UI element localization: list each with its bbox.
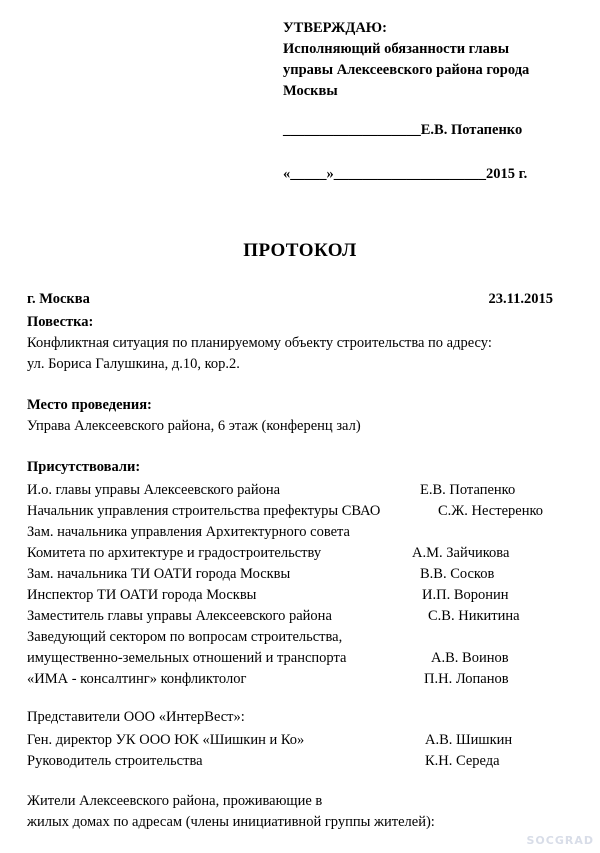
- attendee-role: И.о. главы управы Алексеевского района: [27, 482, 281, 498]
- venue-text: Управа Алексеевского района, 6 этаж (конференц зал): [27, 418, 361, 434]
- residents-line-1: Жители Алексеевского района, проживающие в: [27, 793, 323, 809]
- approval-line-1: Исполняющий обязанности главы: [283, 41, 510, 57]
- document-title: ПРОТОКОЛ: [243, 240, 357, 261]
- list-item: [27, 730, 567, 751]
- watermark: SOCGRAD: [526, 834, 594, 847]
- attendee-role: имущественно-земельных отношений и транспорта: [27, 650, 347, 666]
- city-date-row: [27, 291, 553, 308]
- list-item: [27, 669, 567, 690]
- agenda-label: Повестка:: [27, 314, 94, 330]
- residents-line-2: жилых домах по адресам (члены инициативной группы жителей):: [27, 814, 435, 830]
- attendee-role: Начальник управления строительства префектуры СВАО: [27, 503, 381, 519]
- list-item: [27, 564, 567, 585]
- document-date: 23.11.2015: [488, 291, 553, 307]
- approval-date: «_____»_____________________2015 г.: [283, 166, 528, 182]
- approval-line-2: управы Алексеевского района города: [283, 62, 530, 78]
- list-item: [27, 585, 567, 606]
- representative-name: К.Н. Середа: [425, 753, 500, 769]
- attendee-role: Зам. начальника ТИ ОАТИ города Москвы: [27, 566, 291, 582]
- representative-role: Ген. директор УК ООО ЮК «Шишкин и Ко»: [27, 732, 305, 748]
- approval-heading: УТВЕРЖДАЮ:: [283, 20, 387, 36]
- list-item: [27, 480, 567, 501]
- attendee-role: Заведующий сектором по вопросам строительства,: [27, 629, 343, 645]
- list-item: [27, 648, 567, 669]
- attendee-role: Заместитель главы управы Алексеевского района: [27, 608, 332, 624]
- attendee-name: П.Н. Лопанов: [424, 671, 509, 687]
- list-item: [27, 522, 567, 543]
- attendee-name: А.В. Воинов: [431, 650, 509, 666]
- representatives-label: Представители ООО «ИнтерВест»:: [27, 709, 245, 725]
- list-item: [27, 751, 567, 772]
- approval-signature: ___________________Е.В. Потапенко: [283, 122, 523, 138]
- approval-block: [283, 18, 529, 102]
- attendee-role: «ИМА - консалтинг» конфликтолог: [27, 671, 247, 687]
- attendees-list: [27, 480, 567, 690]
- attendee-role: Зам. начальника управления Архитектурного совета: [27, 524, 350, 540]
- agenda-line-2: ул. Бориса Галушкина, д.10, кор.2.: [27, 356, 240, 372]
- attendee-name: Е.В. Потапенко: [420, 482, 516, 498]
- representative-role: Руководитель строительства: [27, 753, 203, 769]
- list-item: [27, 606, 567, 627]
- representatives-list: [27, 730, 567, 772]
- list-item: [27, 501, 567, 522]
- attendee-role: Комитета по архитектуре и градостроительству: [27, 545, 322, 561]
- attendees-label: Присутствовали:: [27, 459, 141, 475]
- list-item: [27, 627, 567, 648]
- attendee-name: В.В. Сосков: [420, 566, 495, 582]
- attendee-name: А.М. Зайчикова: [412, 545, 510, 561]
- attendee-name: И.П. Воронин: [422, 587, 509, 603]
- approval-line-3: Москвы: [283, 83, 338, 99]
- attendee-name: С.В. Никитина: [428, 608, 520, 624]
- attendee-role: Инспектор ТИ ОАТИ города Москвы: [27, 587, 257, 603]
- venue-label: Место проведения:: [27, 397, 152, 413]
- list-item: [27, 543, 567, 564]
- representative-name: А.В. Шишкин: [425, 732, 513, 748]
- attendee-name: С.Ж. Нестеренко: [438, 503, 544, 519]
- agenda-line-1: Конфликтная ситуация по планируемому объекту строительства по адресу:: [27, 335, 492, 351]
- city: г. Москва: [27, 291, 90, 307]
